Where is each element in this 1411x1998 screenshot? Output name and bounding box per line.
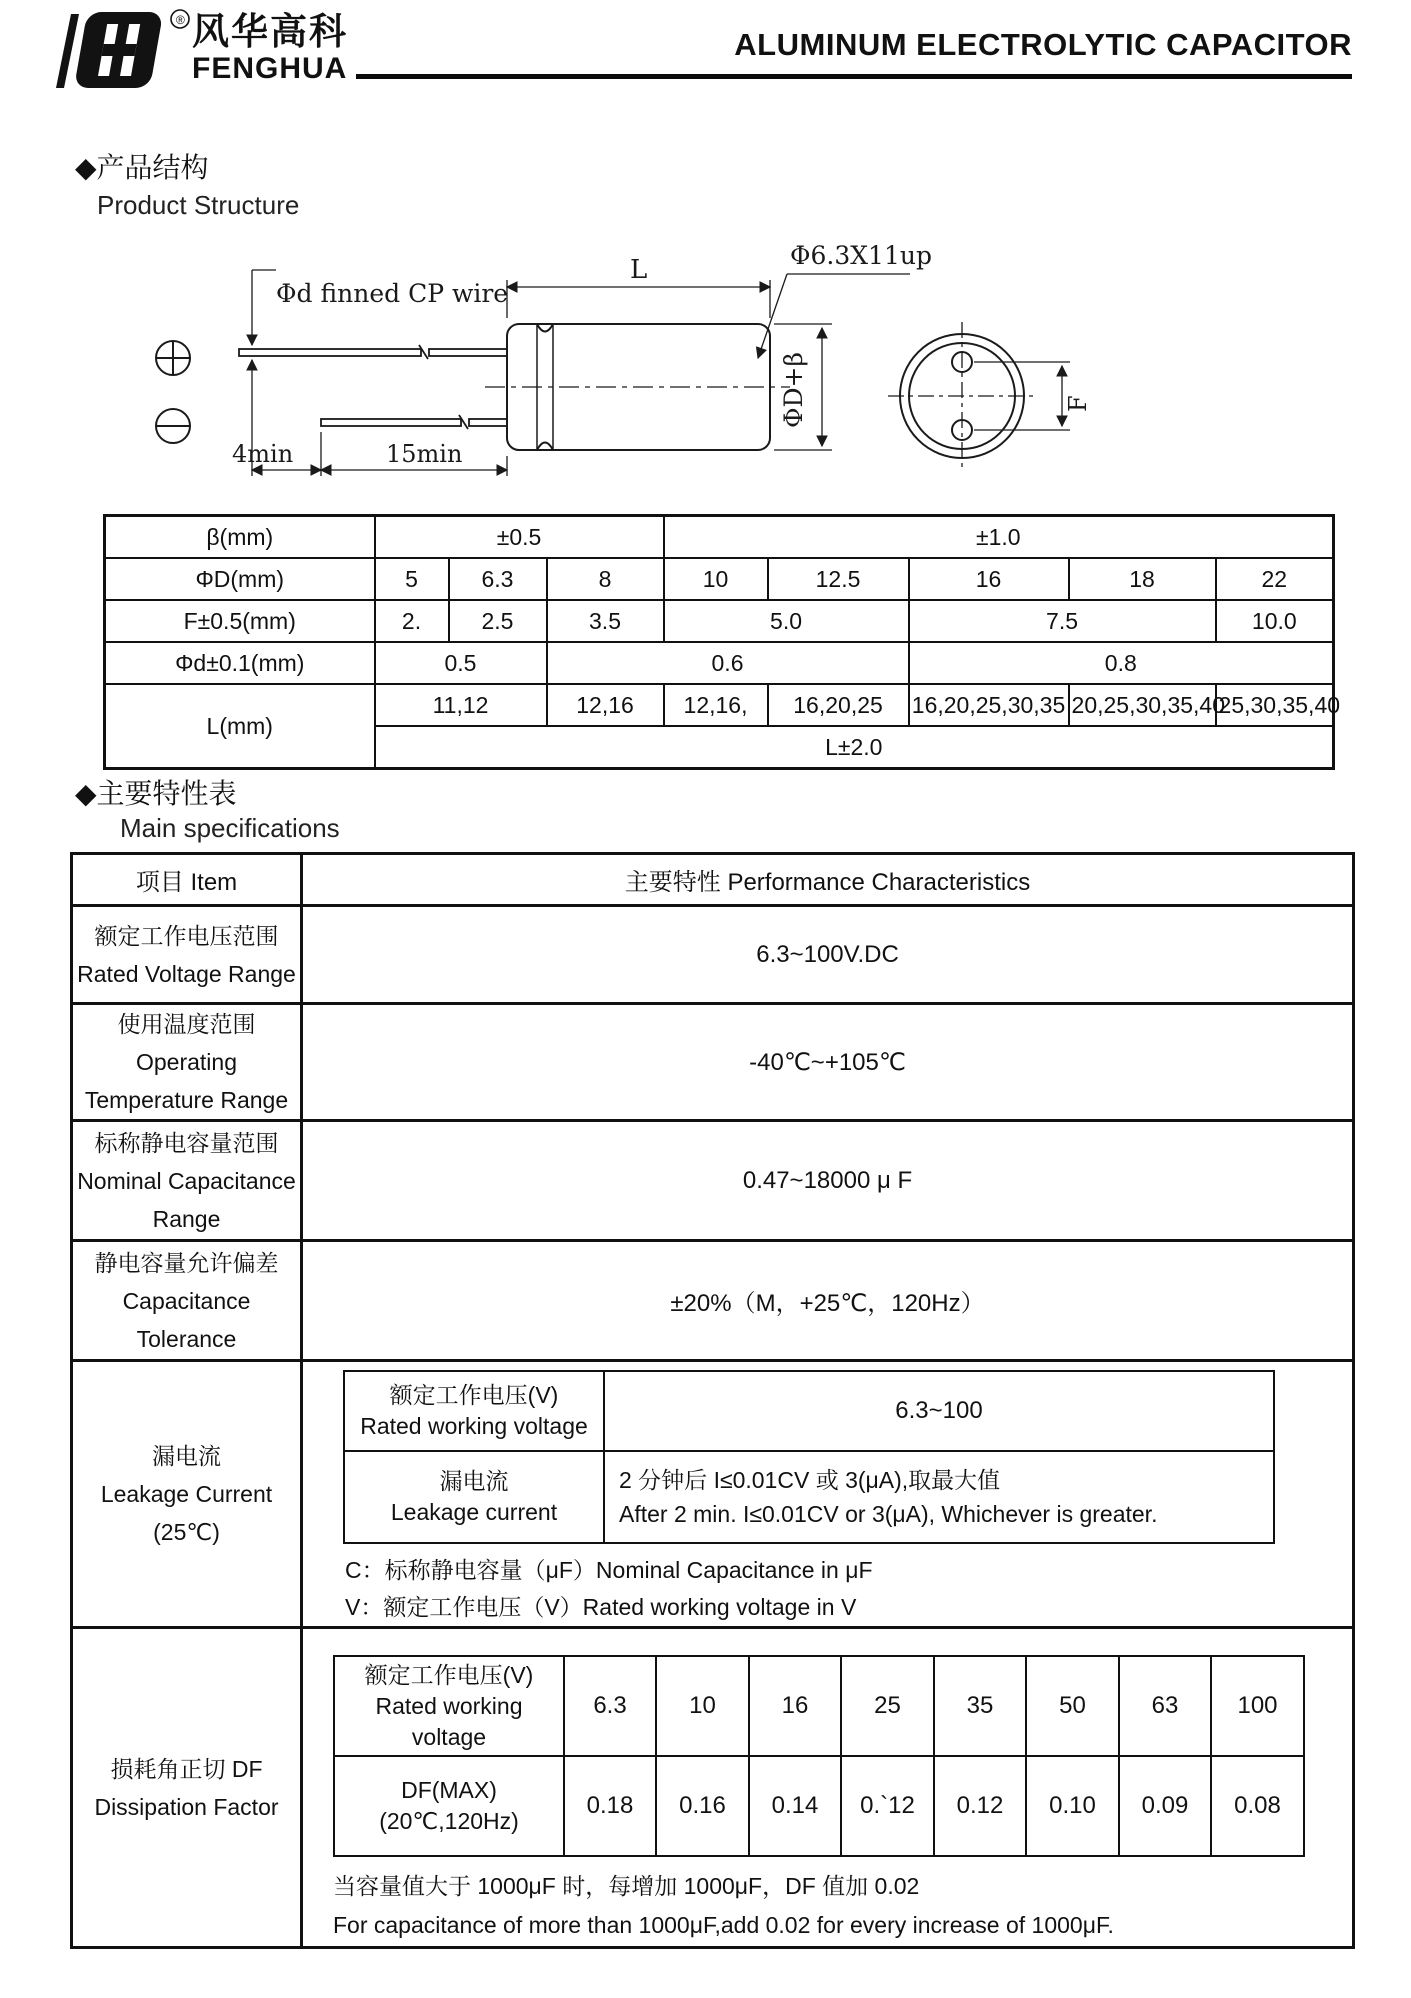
note-c: C：标称静电容量（μF）Nominal Capacitance in μF [345,1557,873,1583]
label-lead-wire: Φd finned CP wire [276,279,509,308]
row-label-cn: 漏电流 [152,1443,221,1469]
label-sleeve-spec: Φ6.3X11up [790,241,932,270]
note-v: V：额定工作电压（V）Rated working voltage in V [345,1594,857,1620]
df-notes [333,1867,1352,1945]
cathode-lead [321,415,507,429]
spec-row-leakage-current [72,1361,1354,1628]
spec-row-dissipation-factor [72,1628,1354,1948]
beta-tol-large: ±1.0 [664,516,1334,559]
label-lead-min-4: 4min [232,440,294,468]
row-lead-spacing: F±0.5(mm) 2. 2.5 3.5 5.0 7.5 10.0 [105,600,1334,642]
row-label: β(mm) [105,516,375,559]
length-tolerance: L±2.0 [375,726,1334,769]
brand-block [192,12,348,85]
row-label: F±0.5(mm) [105,600,375,642]
inner-label-en: Rated working voltage [375,1692,523,1750]
section-heading-product-structure-cn: ◆产品结构 [75,152,209,183]
row-label-temp: (25℃) [153,1519,220,1545]
inner-label-cond: (20℃,120Hz) [379,1808,519,1834]
row-label-en: Capacitance [122,1287,251,1314]
column-header-performance: 主要特性 Performance Characteristics [302,854,1354,906]
label-body-diameter: ΦD+β [779,352,808,428]
fenghua-logo-icon [42,8,192,92]
row-label-en: Nominal Capacitance [77,1167,296,1194]
row-label-cn: 静电容量允许偏差 [94,1249,279,1276]
capacitor-end-view [888,322,1036,470]
spec-row-capacitance-tolerance [72,1241,1354,1361]
row-label: L(mm) [105,684,375,769]
df-voltage-row: 额定工作电压(V) Rated working voltage 6.3 10 16 25 35 50 63 100 [334,1656,1304,1756]
header-divider [356,74,1352,79]
row-lead-diameter: Φd±0.1(mm) 0.5 0.6 0.8 [105,642,1334,684]
label-body-length: L [630,255,648,285]
row-label-en: Tolerance [136,1325,237,1352]
leakage-inner-table [343,1370,1275,1544]
row-label: ΦD(mm) [105,558,375,600]
inner-label-cn: 额定工作电压(V) [364,1661,534,1688]
row-label-cn: 标称静电容量范围 [94,1129,279,1156]
row-label-en: Temperature Range [84,1087,289,1113]
registered-mark: ® [176,13,185,27]
spec-row-temperature-range [72,1004,1354,1121]
inner-label-cn: 漏电流 [439,1468,509,1494]
leakage-rule-en: After 2 min. I≤0.01CV or 3(μA), Whichever is greater. [619,1501,1158,1527]
polarity-minus-icon [156,409,190,443]
row-label-en: Rated Voltage Range [77,960,296,987]
inner-label-df: DF(MAX) [401,1777,497,1803]
row-label-en: Operating [135,1049,237,1075]
spec-row-rated-voltage [72,906,1354,1004]
brand-name-cn: 风华高科 [192,11,348,52]
row-label-en: Leakage Current [100,1481,273,1507]
section-heading-product-structure-en: Product Structure [97,190,300,220]
leakage-notes [345,1552,1352,1626]
row-label-cn: 额定工作电压范围 [94,922,279,949]
rated-voltage-value: 6.3~100V.DC [302,906,1354,1004]
column-header-item: 项目 Item [72,854,302,906]
dimensions-table [103,514,1341,770]
df-note-cn: 当容量值大于 1000μF 时，每增加 1000μF，DF 值加 0.02 [333,1873,920,1899]
beta-tol-small: ±0.5 [375,516,664,559]
label-lead-spacing: F [1064,395,1092,412]
spec-header-row [72,854,1354,906]
row-label-en: Dissipation Factor [94,1793,279,1820]
inner-label-en: Leakage current [390,1499,558,1525]
anode-lead [239,345,507,359]
product-structure-diagram [90,230,1330,482]
df-value-row: DF(MAX) (20℃,120Hz) 0.18 0.16 0.14 0.`12 0.12 0.10 0.09 0.08 [334,1756,1304,1856]
inner-label-cn: 额定工作电压(V) [389,1382,559,1408]
main-specifications-table [70,852,1355,1949]
temperature-range-value: -40℃~+105℃ [302,1004,1354,1121]
capacitance-tolerance-value: ±20%（M，+25℃，120Hz） [302,1241,1354,1361]
capacitance-range-value: 0.47~18000 μ F [302,1121,1354,1241]
leakage-voltage-row [344,1371,1274,1451]
row-label-cn: 损耗角正切 DF [110,1755,263,1782]
row-length: L(mm) 11,12 12,16 12,16, 16,20,25 16,20,25,30,35 20,25,30,35,40 25,30,35,40 [105,684,1334,726]
section-heading-main-specs-cn: ◆主要特性表 [75,778,237,809]
row-label: Φd±0.1(mm) [105,642,375,684]
inner-label-en: Rated working voltage [360,1413,588,1439]
row-label-en: Range [152,1205,221,1232]
leakage-current-row [344,1451,1274,1543]
row-label-cn: 使用温度范围 [117,1011,256,1037]
brand-name-en: FENGHUA [192,52,348,85]
row-beta [105,516,1334,559]
polarity-plus-icon [156,341,190,375]
df-inner-table [333,1655,1305,1857]
leakage-rule-cn: 2 分钟后 I≤0.01CV 或 3(μA),取最大值 [619,1467,1001,1493]
row-diameter: ΦD(mm) 5 6.3 8 10 12.5 16 18 22 [105,558,1334,600]
section-heading-main-specs-en: Main specifications [120,813,340,843]
label-lead-min-15: 15min [386,440,463,468]
df-note-en: For capacitance of more than 1000μF,add 0.02 for every increase of 1000μF. [333,1912,1114,1938]
leakage-voltage-value: 6.3~100 [604,1371,1274,1451]
page-title: ALUMINUM ELECTROLYTIC CAPACITOR [734,27,1352,62]
spec-row-capacitance-range [72,1121,1354,1241]
